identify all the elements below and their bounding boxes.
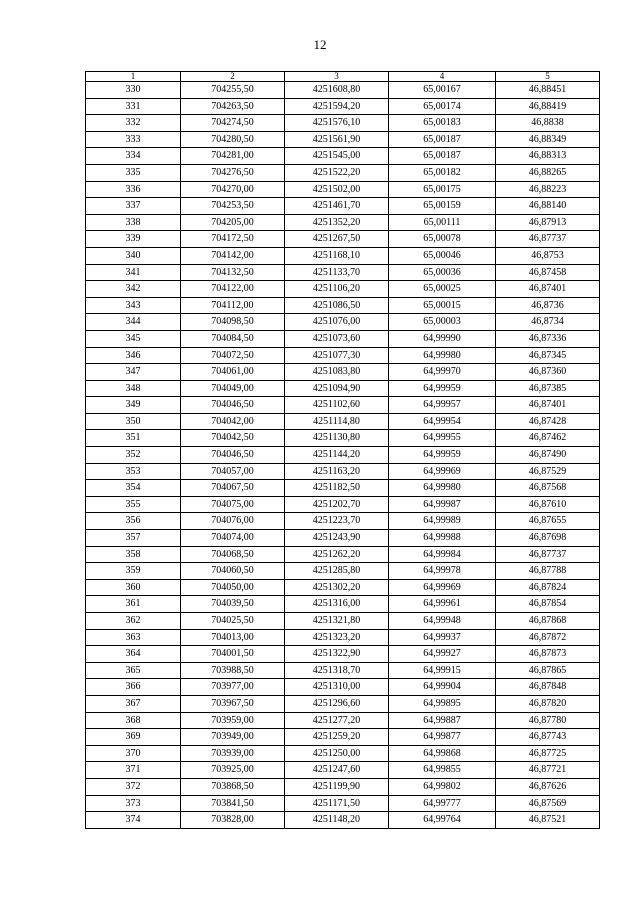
x-coordinate-cell: 704205,00 [181,214,285,231]
latitude-cell: 64,99868 [389,745,496,762]
table-row [86,98,600,115]
longitude-cell: 46,87360 [496,364,600,381]
y-coordinate-cell: 4251561,90 [285,131,389,148]
table-row [86,629,600,646]
y-coordinate-cell: 4251243,90 [285,530,389,547]
table-row [86,679,600,696]
longitude-cell: 46,87824 [496,579,600,596]
longitude-cell: 46,87854 [496,596,600,613]
latitude-cell: 64,99855 [389,762,496,779]
table-body [86,82,600,829]
y-coordinate-cell: 4251352,20 [285,214,389,231]
column-header-2: 2 [181,72,285,82]
y-coordinate-cell: 4251114,80 [285,413,389,430]
point-number-cell: 372 [86,778,181,795]
point-number-cell: 341 [86,264,181,281]
y-coordinate-cell: 4251144,20 [285,447,389,464]
y-coordinate-cell: 4251250,00 [285,745,389,762]
longitude-cell: 46,87401 [496,281,600,298]
table-row [86,164,600,181]
point-number-cell: 371 [86,762,181,779]
x-coordinate-cell: 704013,00 [181,629,285,646]
longitude-cell: 46,87865 [496,662,600,679]
point-number-cell: 355 [86,496,181,513]
y-coordinate-cell: 4251323,20 [285,629,389,646]
latitude-cell: 64,99957 [389,397,496,414]
point-number-cell: 354 [86,480,181,497]
table-row [86,463,600,480]
y-coordinate-cell: 4251083,80 [285,364,389,381]
latitude-cell: 64,99955 [389,430,496,447]
latitude-cell: 64,99895 [389,695,496,712]
longitude-cell: 46,88419 [496,98,600,115]
longitude-cell: 46,87868 [496,613,600,630]
table-row [86,430,600,447]
y-coordinate-cell: 4251321,80 [285,613,389,630]
latitude-cell: 65,00187 [389,131,496,148]
table-row [86,247,600,264]
latitude-cell: 64,99969 [389,579,496,596]
y-coordinate-cell: 4251285,80 [285,563,389,580]
x-coordinate-cell: 704142,00 [181,247,285,264]
longitude-cell: 46,87913 [496,214,600,231]
table-row [86,413,600,430]
table-row [86,480,600,497]
y-coordinate-cell: 4251316,00 [285,596,389,613]
point-number-cell: 340 [86,247,181,264]
x-coordinate-cell: 704068,50 [181,546,285,563]
page-number: 12 [313,37,327,52]
longitude-cell: 46,87788 [496,563,600,580]
table-row [86,231,600,248]
longitude-cell: 46,87336 [496,330,600,347]
point-number-cell: 345 [86,330,181,347]
latitude-cell: 64,99959 [389,380,496,397]
x-coordinate-cell: 704112,00 [181,297,285,314]
y-coordinate-cell: 4251277,20 [285,712,389,729]
y-coordinate-cell: 4251148,20 [285,812,389,829]
table-row [86,662,600,679]
y-coordinate-cell: 4251133,70 [285,264,389,281]
table-row [86,264,600,281]
y-coordinate-cell: 4251247,60 [285,762,389,779]
latitude-cell: 65,00078 [389,231,496,248]
y-coordinate-cell: 4251130,80 [285,430,389,447]
longitude-cell: 46,87737 [496,231,600,248]
point-number-cell: 358 [86,546,181,563]
x-coordinate-cell: 703841,50 [181,795,285,812]
y-coordinate-cell: 4251106,20 [285,281,389,298]
latitude-cell: 64,99887 [389,712,496,729]
y-coordinate-cell: 4251502,00 [285,181,389,198]
x-coordinate-cell: 704025,50 [181,613,285,630]
point-number-cell: 339 [86,231,181,248]
longitude-cell: 46,88349 [496,131,600,148]
point-number-cell: 360 [86,579,181,596]
table-row [86,380,600,397]
point-number-cell: 336 [86,181,181,198]
latitude-cell: 64,99984 [389,546,496,563]
longitude-cell: 46,8753 [496,247,600,264]
longitude-cell: 46,87655 [496,513,600,530]
latitude-cell: 64,99777 [389,795,496,812]
longitude-cell: 46,87872 [496,629,600,646]
point-number-cell: 368 [86,712,181,729]
longitude-cell: 46,87721 [496,762,600,779]
point-number-cell: 346 [86,347,181,364]
longitude-cell: 46,88265 [496,164,600,181]
table-row [86,795,600,812]
x-coordinate-cell: 704072,50 [181,347,285,364]
x-coordinate-cell: 704061,00 [181,364,285,381]
table-row [86,729,600,746]
y-coordinate-cell: 4251576,10 [285,115,389,132]
latitude-cell: 64,99969 [389,463,496,480]
table-row [86,330,600,347]
longitude-cell: 46,8736 [496,297,600,314]
x-coordinate-cell: 703828,00 [181,812,285,829]
table-row [86,314,600,331]
y-coordinate-cell: 4251182,50 [285,480,389,497]
point-number-cell: 370 [86,745,181,762]
longitude-cell: 46,87780 [496,712,600,729]
x-coordinate-cell: 703977,00 [181,679,285,696]
latitude-cell: 64,99877 [389,729,496,746]
latitude-cell: 65,00175 [389,181,496,198]
point-number-cell: 357 [86,530,181,547]
y-coordinate-cell: 4251163,20 [285,463,389,480]
latitude-cell: 65,00182 [389,164,496,181]
x-coordinate-cell: 704084,50 [181,330,285,347]
point-number-cell: 353 [86,463,181,480]
x-coordinate-cell: 704049,00 [181,380,285,397]
latitude-cell: 64,99954 [389,413,496,430]
point-number-cell: 333 [86,131,181,148]
latitude-cell: 65,00015 [389,297,496,314]
table-row [86,364,600,381]
y-coordinate-cell: 4251168,10 [285,247,389,264]
longitude-cell: 46,87345 [496,347,600,364]
column-header-1: 1 [86,72,181,82]
latitude-cell: 64,99961 [389,596,496,613]
y-coordinate-cell: 4251322,90 [285,646,389,663]
longitude-cell: 46,87385 [496,380,600,397]
latitude-cell: 65,00167 [389,82,496,99]
y-coordinate-cell: 4251076,00 [285,314,389,331]
table-row [86,596,600,613]
table-row [86,82,600,99]
table-row [86,131,600,148]
point-number-cell: 349 [86,397,181,414]
y-coordinate-cell: 4251296,60 [285,695,389,712]
x-coordinate-cell: 704042,50 [181,430,285,447]
latitude-cell: 64,99927 [389,646,496,663]
longitude-cell: 46,87820 [496,695,600,712]
x-coordinate-cell: 704098,50 [181,314,285,331]
y-coordinate-cell: 4251608,80 [285,82,389,99]
longitude-cell: 46,88451 [496,82,600,99]
x-coordinate-cell: 704253,50 [181,198,285,215]
table-row [86,181,600,198]
longitude-cell: 46,87725 [496,745,600,762]
y-coordinate-cell: 4251223,70 [285,513,389,530]
point-number-cell: 334 [86,148,181,165]
table-row [86,513,600,530]
latitude-cell: 64,99980 [389,347,496,364]
column-header-5: 5 [496,72,600,82]
point-number-cell: 374 [86,812,181,829]
table-row [86,530,600,547]
table-row [86,148,600,165]
point-number-cell: 342 [86,281,181,298]
point-number-cell: 367 [86,695,181,712]
x-coordinate-cell: 704263,50 [181,98,285,115]
latitude-cell: 64,99764 [389,812,496,829]
longitude-cell: 46,87569 [496,795,600,812]
latitude-cell: 65,00003 [389,314,496,331]
latitude-cell: 65,00111 [389,214,496,231]
x-coordinate-cell: 704132,50 [181,264,285,281]
x-coordinate-cell: 704281,00 [181,148,285,165]
longitude-cell: 46,87568 [496,480,600,497]
longitude-cell: 46,8838 [496,115,600,132]
table-row [86,115,600,132]
y-coordinate-cell: 4251267,50 [285,231,389,248]
x-coordinate-cell: 703949,00 [181,729,285,746]
latitude-cell: 65,00046 [389,247,496,264]
table-row [86,447,600,464]
longitude-cell: 46,8734 [496,314,600,331]
table-row [86,695,600,712]
y-coordinate-cell: 4251522,20 [285,164,389,181]
x-coordinate-cell: 704276,50 [181,164,285,181]
point-number-cell: 363 [86,629,181,646]
table-row [86,281,600,298]
x-coordinate-cell: 704057,00 [181,463,285,480]
longitude-cell: 46,87462 [496,430,600,447]
point-number-cell: 369 [86,729,181,746]
x-coordinate-cell: 704046,50 [181,447,285,464]
y-coordinate-cell: 4251461,70 [285,198,389,215]
point-number-cell: 351 [86,430,181,447]
x-coordinate-cell: 704075,00 [181,496,285,513]
table-row [86,762,600,779]
latitude-cell: 64,99987 [389,496,496,513]
x-coordinate-cell: 703939,00 [181,745,285,762]
x-coordinate-cell: 704050,00 [181,579,285,596]
latitude-cell: 65,00036 [389,264,496,281]
table-row [86,563,600,580]
point-number-cell: 366 [86,679,181,696]
y-coordinate-cell: 4251073,60 [285,330,389,347]
y-coordinate-cell: 4251077,30 [285,347,389,364]
point-number-cell: 338 [86,214,181,231]
y-coordinate-cell: 4251086,50 [285,297,389,314]
latitude-cell: 65,00174 [389,98,496,115]
latitude-cell: 65,00187 [389,148,496,165]
table-row [86,397,600,414]
y-coordinate-cell: 4251202,70 [285,496,389,513]
longitude-cell: 46,87743 [496,729,600,746]
latitude-cell: 64,99990 [389,330,496,347]
table-row [86,579,600,596]
point-number-cell: 373 [86,795,181,812]
point-number-cell: 348 [86,380,181,397]
point-number-cell: 332 [86,115,181,132]
x-coordinate-cell: 703959,00 [181,712,285,729]
x-coordinate-cell: 704270,00 [181,181,285,198]
x-coordinate-cell: 704172,50 [181,231,285,248]
latitude-cell: 64,99904 [389,679,496,696]
point-number-cell: 359 [86,563,181,580]
latitude-cell: 64,99978 [389,563,496,580]
latitude-cell: 64,99970 [389,364,496,381]
longitude-cell: 46,87737 [496,546,600,563]
latitude-cell: 64,99988 [389,530,496,547]
table-row [86,496,600,513]
point-number-cell: 343 [86,297,181,314]
coordinates-table [85,71,600,829]
latitude-cell: 65,00159 [389,198,496,215]
latitude-cell: 64,99948 [389,613,496,630]
x-coordinate-cell: 704122,00 [181,281,285,298]
x-coordinate-cell: 704280,50 [181,131,285,148]
longitude-cell: 46,87610 [496,496,600,513]
point-number-cell: 365 [86,662,181,679]
x-coordinate-cell: 704042,00 [181,413,285,430]
y-coordinate-cell: 4251171,50 [285,795,389,812]
point-number-cell: 356 [86,513,181,530]
point-number-cell: 361 [86,596,181,613]
y-coordinate-cell: 4251302,20 [285,579,389,596]
x-coordinate-cell: 704067,50 [181,480,285,497]
table-row [86,297,600,314]
x-coordinate-cell: 704039,50 [181,596,285,613]
point-number-cell: 350 [86,413,181,430]
longitude-cell: 46,87428 [496,413,600,430]
latitude-cell: 64,99989 [389,513,496,530]
latitude-cell: 64,99937 [389,629,496,646]
y-coordinate-cell: 4251594,20 [285,98,389,115]
latitude-cell: 64,99959 [389,447,496,464]
longitude-cell: 46,87873 [496,646,600,663]
longitude-cell: 46,87848 [496,679,600,696]
table-header-row [86,72,600,82]
x-coordinate-cell: 703988,50 [181,662,285,679]
table-row [86,546,600,563]
x-coordinate-cell: 703868,50 [181,778,285,795]
point-number-cell: 337 [86,198,181,215]
longitude-cell: 46,87521 [496,812,600,829]
longitude-cell: 46,87698 [496,530,600,547]
longitude-cell: 46,88313 [496,148,600,165]
column-header-4: 4 [389,72,496,82]
latitude-cell: 65,00183 [389,115,496,132]
latitude-cell: 64,99980 [389,480,496,497]
y-coordinate-cell: 4251318,70 [285,662,389,679]
table-row [86,778,600,795]
longitude-cell: 46,87458 [496,264,600,281]
y-coordinate-cell: 4251310,00 [285,679,389,696]
y-coordinate-cell: 4251259,20 [285,729,389,746]
table-row [86,712,600,729]
x-coordinate-cell: 704255,50 [181,82,285,99]
y-coordinate-cell: 4251199,90 [285,778,389,795]
y-coordinate-cell: 4251094,90 [285,380,389,397]
longitude-cell: 46,87529 [496,463,600,480]
table-row [86,812,600,829]
latitude-cell: 64,99915 [389,662,496,679]
point-number-cell: 331 [86,98,181,115]
longitude-cell: 46,88140 [496,198,600,215]
point-number-cell: 347 [86,364,181,381]
point-number-cell: 335 [86,164,181,181]
point-number-cell: 364 [86,646,181,663]
x-coordinate-cell: 704074,00 [181,530,285,547]
longitude-cell: 46,87626 [496,778,600,795]
latitude-cell: 64,99802 [389,778,496,795]
table-row [86,646,600,663]
x-coordinate-cell: 704060,50 [181,563,285,580]
x-coordinate-cell: 703925,00 [181,762,285,779]
table-row [86,613,600,630]
longitude-cell: 46,87401 [496,397,600,414]
x-coordinate-cell: 704001,50 [181,646,285,663]
x-coordinate-cell: 704046,50 [181,397,285,414]
x-coordinate-cell: 703967,50 [181,695,285,712]
longitude-cell: 46,87490 [496,447,600,464]
table-row [86,745,600,762]
longitude-cell: 46,88223 [496,181,600,198]
x-coordinate-cell: 704076,00 [181,513,285,530]
point-number-cell: 344 [86,314,181,331]
table-row [86,198,600,215]
y-coordinate-cell: 4251545,00 [285,148,389,165]
point-number-cell: 330 [86,82,181,99]
point-number-cell: 362 [86,613,181,630]
table-row [86,214,600,231]
y-coordinate-cell: 4251102,60 [285,397,389,414]
latitude-cell: 65,00025 [389,281,496,298]
x-coordinate-cell: 704274,50 [181,115,285,132]
column-header-3: 3 [285,72,389,82]
point-number-cell: 352 [86,447,181,464]
y-coordinate-cell: 4251262,20 [285,546,389,563]
table-row [86,347,600,364]
